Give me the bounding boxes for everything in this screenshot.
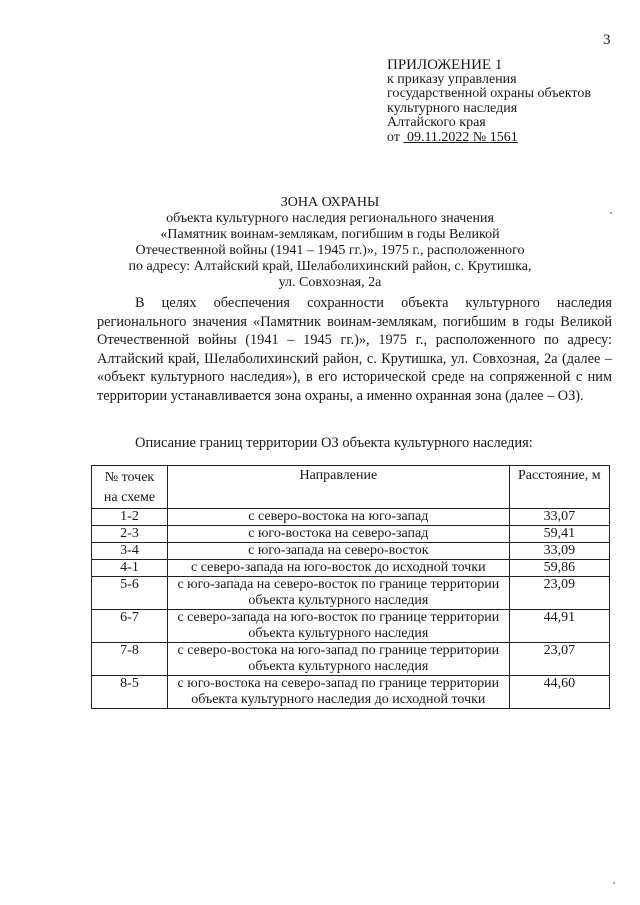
table-row (92, 643, 610, 676)
subtitle-line: Отечественной войны (1941 – 1945 гг.)», 1975 г., расположенного (135, 243, 525, 258)
cell-distance: 59,41 (509, 526, 609, 543)
order-date-prefix: от (387, 129, 400, 145)
table-row (92, 676, 610, 709)
cell-points: 8-5 (92, 676, 168, 709)
subtitle-line: по адресу: Алтайский край, Шелаболихинский район, с. Крутишка, (128, 259, 532, 274)
table-row (92, 526, 610, 543)
subtitle-line: объекта культурного наследия регионального значения (166, 211, 494, 226)
appendix-line: к приказу управления (387, 71, 517, 87)
cell-direction: с северо-запада на юго-восток по границе территории объекта культурного наследия (168, 610, 510, 643)
table-row (92, 543, 610, 560)
appendix-order-line (387, 131, 591, 146)
cell-distance: 59,86 (509, 560, 609, 577)
cell-direction: с юго-запада на северо-восток по границе территории объекта культурного наследия (168, 577, 510, 610)
table-row (92, 509, 610, 526)
appendix-line: культурного наследия (387, 100, 518, 116)
cell-distance: 33,07 (509, 509, 609, 526)
header-direction: Направление (168, 466, 510, 509)
table-row (92, 560, 610, 577)
cell-points: 5-6 (92, 577, 168, 610)
table-row (92, 577, 610, 610)
scan-speck (613, 882, 615, 884)
order-number: 1561 (489, 129, 518, 145)
cell-points: 3-4 (92, 543, 168, 560)
cell-distance: 23,09 (509, 577, 609, 610)
table-row (92, 610, 610, 643)
cell-direction: с юго-запада на северо-восток (168, 543, 510, 560)
cell-distance: 23,07 (509, 643, 609, 676)
table-caption: Описание границ территории ОЗ объекта культурного наследия: (135, 435, 533, 451)
cell-distance: 33,09 (509, 543, 609, 560)
cell-direction: с северо-востока на юго-запад по границе территории объекта культурного наследия (168, 643, 510, 676)
cell-direction: с юго-востока на северо-запад (168, 526, 510, 543)
cell-points: 2-3 (92, 526, 168, 543)
cell-distance: 44,60 (509, 676, 609, 709)
subtitle-line: ул. Совхозная, 2а (278, 275, 382, 290)
cell-points: 1-2 (92, 509, 168, 526)
appendix-line: государственной охраны объектов (387, 86, 591, 101)
header-points: № точек на схеме (92, 466, 168, 509)
zone-title: ЗОНА ОХРАНЫ (280, 195, 380, 210)
subtitle-line: «Памятник воинам-землякам, погибшим в годы Великой (160, 227, 500, 242)
cell-points: 6-7 (92, 610, 168, 643)
cell-points: 4-1 (92, 560, 168, 577)
order-date: 09.11.2022 № 1561 (406, 129, 518, 145)
cell-points: 7-8 (92, 643, 168, 676)
cell-direction: с северо-запада на юго-восток до исходной точки (168, 560, 510, 577)
header-distance: Расстояние, м (509, 466, 609, 509)
borders-table (91, 465, 610, 709)
table-header-row (92, 466, 610, 509)
body-paragraph: В целях обеспечения сохранности объекта культурного наследия регионального значения «Памятник воинам-землякам, погибшим в годы Великой Отечественной войны (1941 – 1945 гг.)», 1975 г., расположенного по адресу: Алтайский край, Шелаболихинский район, с. Крутишка, ул. Совхозная, 2а (далее – «объект культурного наследия»), в его исторической среде на сопряженной с ним территории устанавливается зона охраны, а именно охранная зона (далее – ОЗ). (97, 295, 612, 404)
page-number: 3 (603, 32, 611, 48)
appendix-title: ПРИЛОЖЕНИЕ 1 (387, 57, 503, 73)
cell-direction: с северо-востока на юго-запад (168, 509, 510, 526)
appendix-line: Алтайского края (387, 115, 486, 130)
cell-direction: с юго-востока на северо-запад по границе территории объекта культурного наследия до исходной точки (168, 676, 510, 709)
cell-distance: 44,91 (509, 610, 609, 643)
appendix-header (387, 58, 591, 145)
zone-subtitle (110, 211, 550, 291)
scan-speck (610, 212, 612, 214)
